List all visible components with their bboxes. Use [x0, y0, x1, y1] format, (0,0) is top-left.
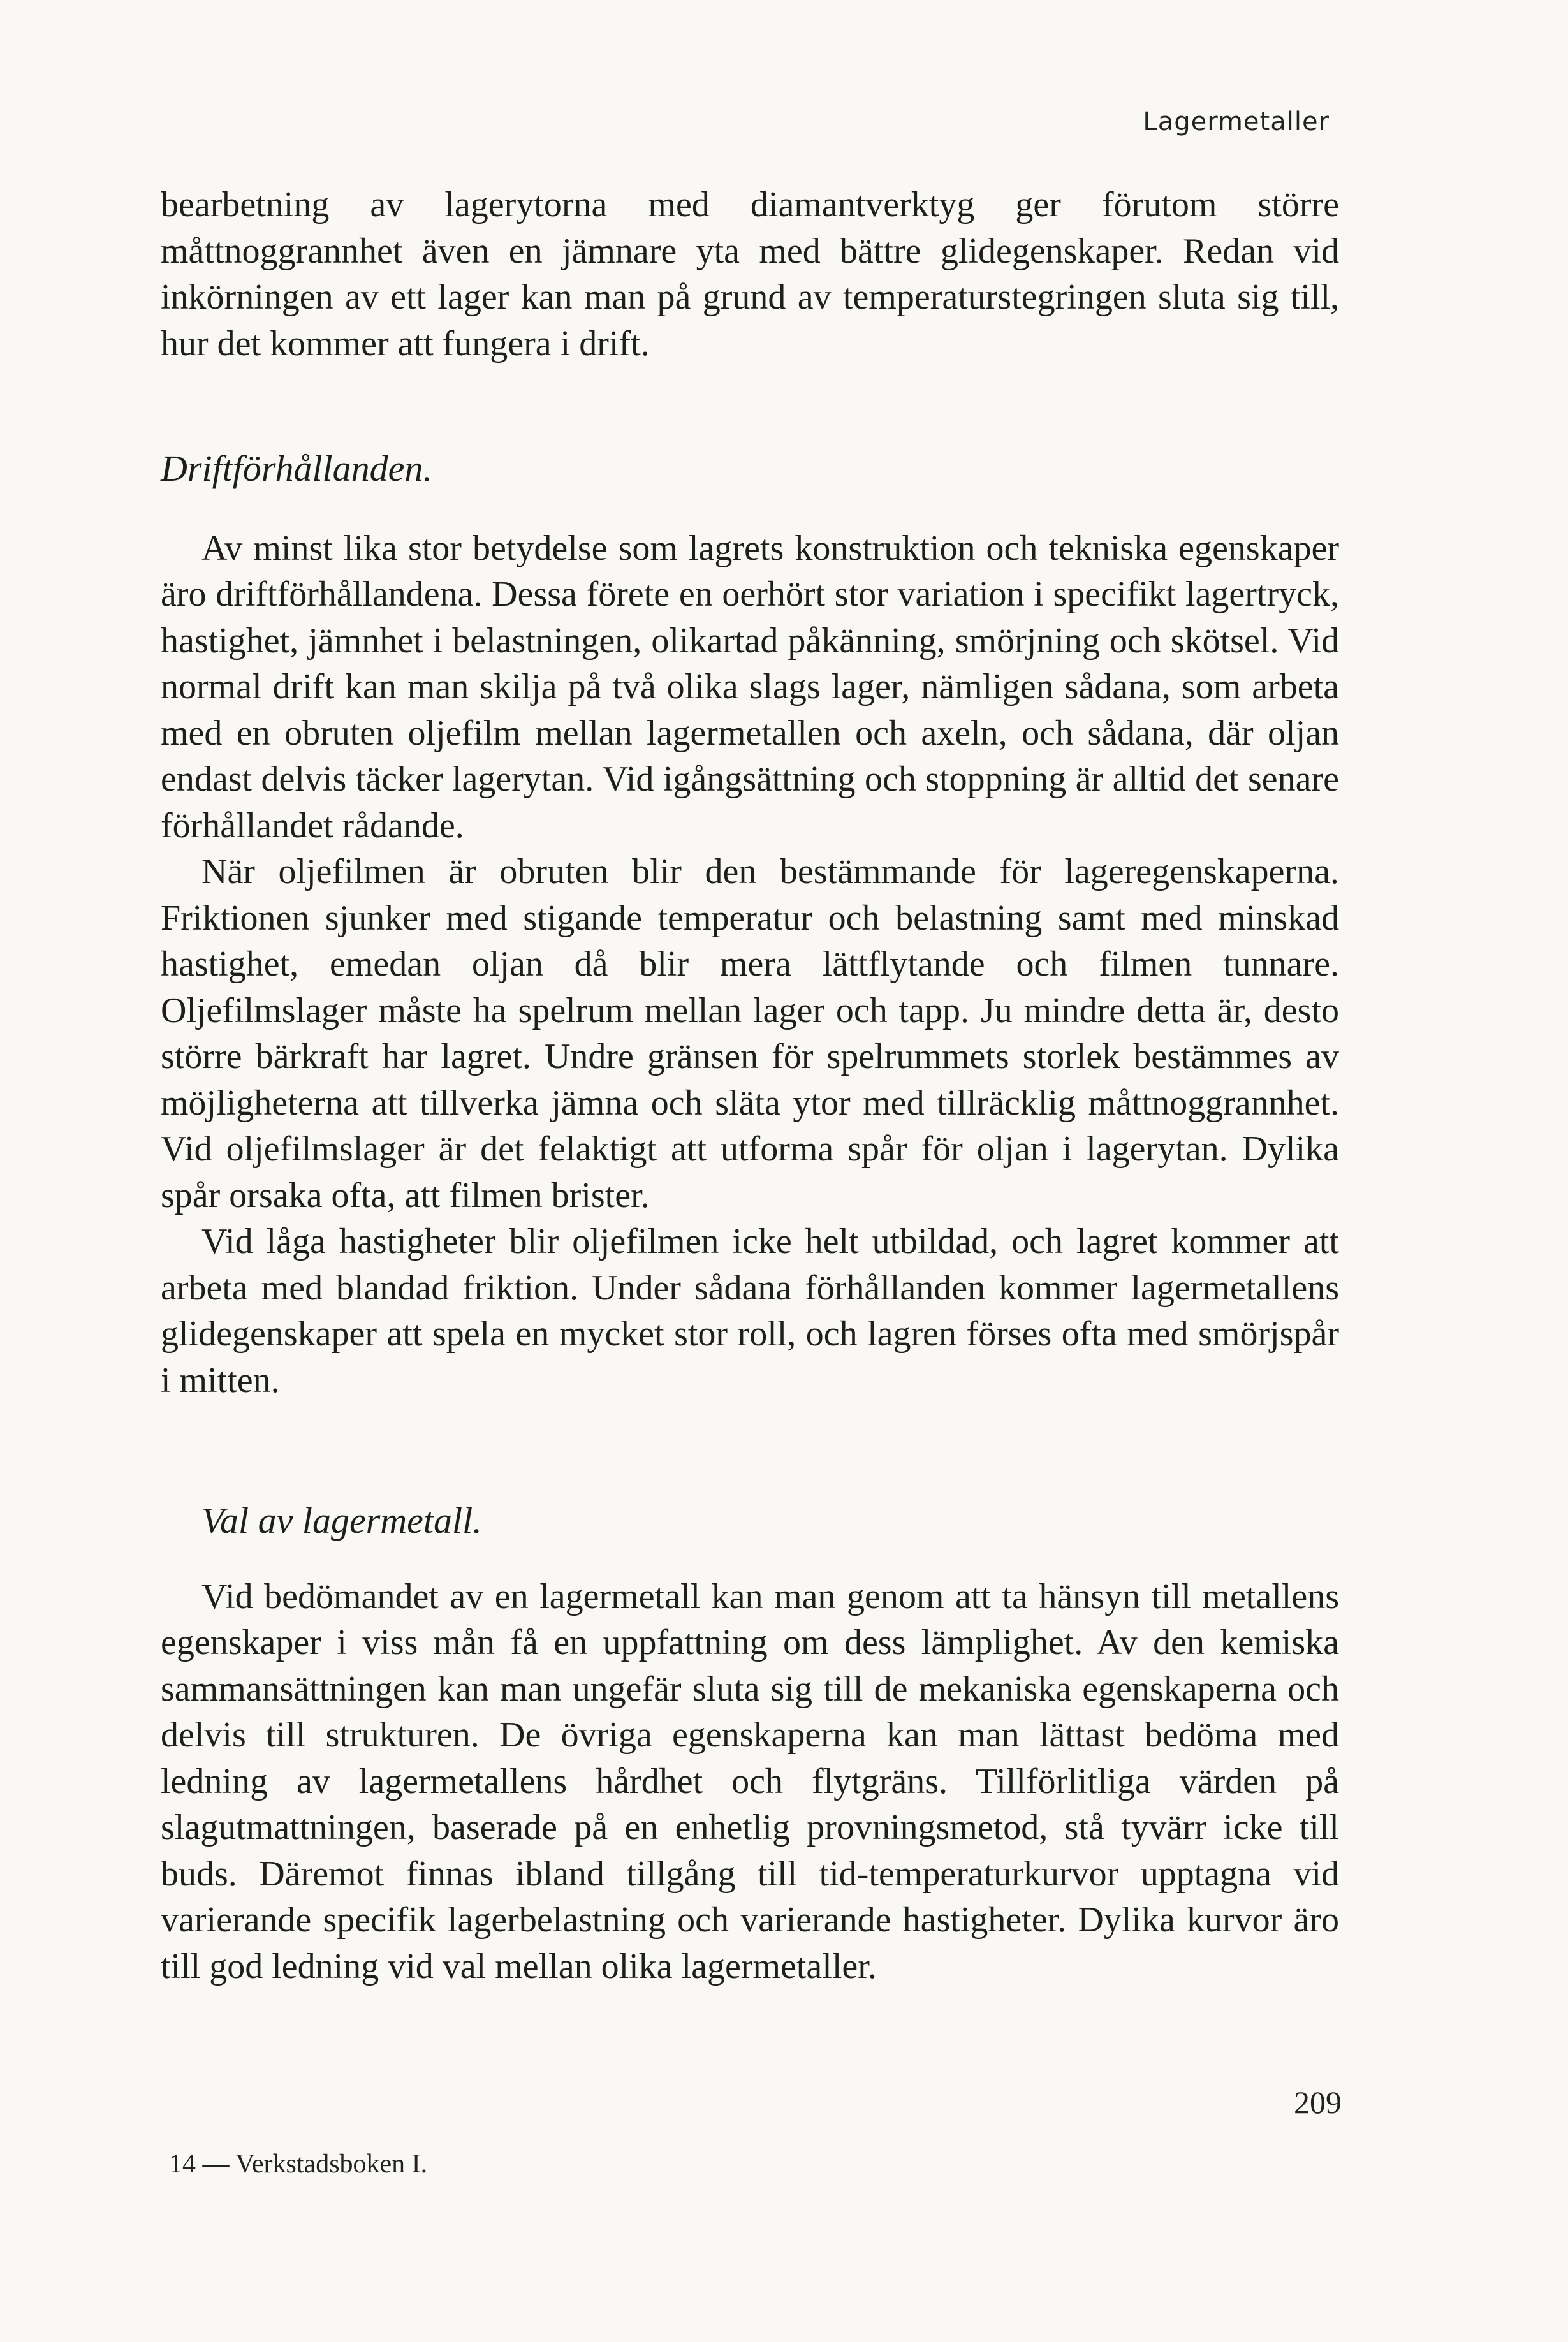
paragraph: Vid låga hastigheter blir oljefilmen icke helt utbildad, och lagret kommer att arbeta med blandad friktion. Under sådana förhållanden kommer lagermetallens glidegenskaper att spela en mycket stor roll, och lagren förses ofta med smörjspår i mitten.	[161, 1222, 1339, 1400]
running-header: Lagermetaller	[1143, 107, 1330, 136]
signature-line: 14 — Verkstadsboken I.	[169, 2149, 428, 2179]
page-number: 209	[1294, 2084, 1342, 2120]
paragraph: Vid bedömandet av en lagermetall kan man genom att ta hänsyn till metallens egenskaper i viss mån få en uppfattning om dess lämplighet. Av den kemiska sammansättningen kan man ungefär sluta sig till de mekaniska egenskaperna och delvis till strukturen. De övriga egenskaperna kan man lättast bedöma med ledning av lagermetallens hårdhet och flytgräns. Tillförlitliga värden på slagutmattningen, baserade på en enhetlig provningsmetod, stå tyvärr icke till buds. Däremot finnas ibland tillgång till tid-temperaturkurvor upptagna vid varierande specifik lagerbelastning och varierande hastigheter. Dylika kurvor äro till god ledning vid val mellan olika lagermetaller.	[161, 1576, 1339, 1986]
paragraph: När oljefilmen är obruten blir den bestämmande för lageregenskaperna. Friktionen sjunker med stigande temperatur och belastning samt med minskad hastighet, emedan oljan då blir mera lättflytande och filmen tunnare. Oljefilmslager måste ha spelrum mellan lager och tapp. Ju mindre detta är, desto större bärkraft har lagret. Undre gränsen för spelrummets storlek bestämmes av möjligheterna att tillverka jämna och släta ytor med tillräcklig måttnoggrannhet. Vid oljefilmslager är det felaktigt att utforma spår för oljan i lagerytan. Dylika spår orsaka ofta, att filmen brister.	[161, 852, 1339, 1215]
body-text	[161, 182, 1339, 1989]
paragraph-continuation: bearbetning av lagerytorna med diamantverktyg ger förutom större måttnoggrannhet även en jämnare yta med bättre glidegenskaper. Redan vid inkörningen av ett lager kan man på grund av temperaturstegringen sluta sig till, hur det kommer att fungera i drift.	[161, 185, 1339, 363]
paragraph: Av minst lika stor betydelse som lagrets konstruktion och tekniska egenskaper äro driftförhållandena. Dessa förete en oerhört stor variation i specifikt lagertryck, hastighet, jämnhet i belastningen, olikartad påkänning, smörjning och skötsel. Vid normal drift kan man skilja på två olika slags lager, nämligen sådana, som arbeta med en obruten oljefilm mellan lagermetallen och axeln, och sådana, där oljan endast delvis täcker lagerytan. Vid igångsättning och stoppning är alltid det senare förhållandet rådande.	[161, 528, 1339, 845]
section-heading-val-av-lagermetall: Val av lagermetall.	[201, 1500, 482, 1541]
section-heading-driftforhallanden: Driftförhållanden.	[161, 448, 432, 489]
